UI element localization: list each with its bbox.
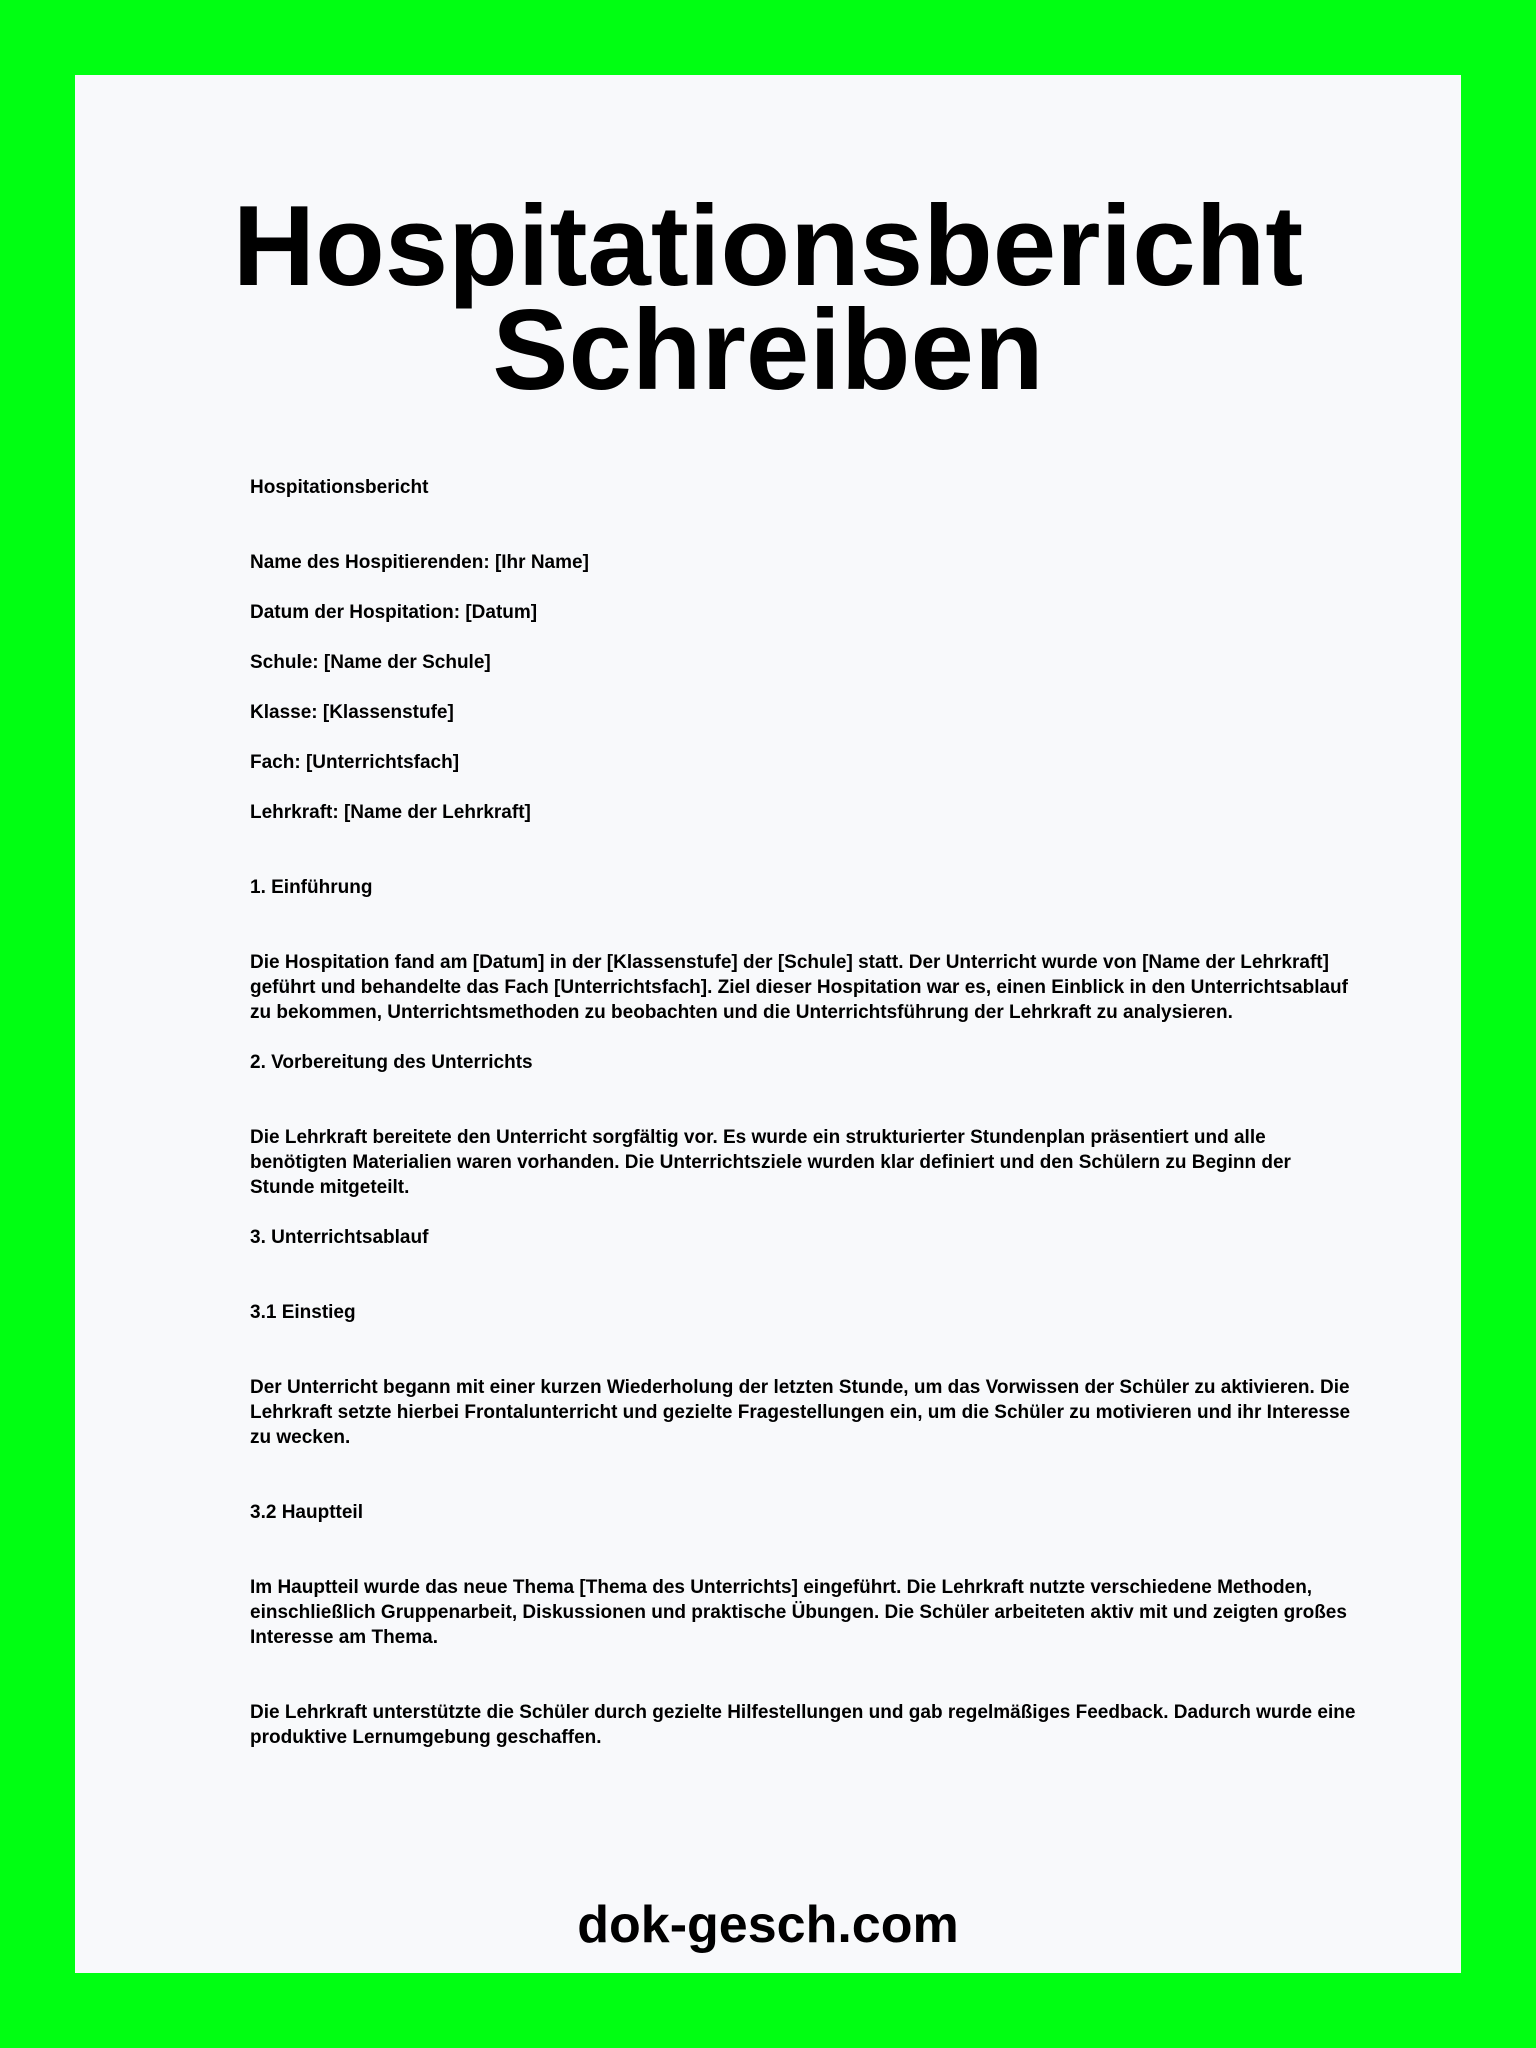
document-page (75, 75, 1461, 1973)
section-3-2-text-1: Im Hauptteil wurde das neue Thema [Thema des Unterrichts] eingeführt. Die Lehrkraft nutzte verschiedene Methoden, einschließlich Gruppenarbeit, Diskussionen und praktische Übungen. Die Schüler arbeiteten aktiv mit und zeigten großes Interesse am Thema. (250, 1577, 1347, 1648)
section-2-heading: 2. Vorbereitung des Unterrichts (250, 1052, 533, 1073)
meta-name: Name des Hospitierenden: [Ihr Name] (250, 552, 589, 573)
title-line-2: Schreiben (492, 287, 1044, 414)
section-3-2-heading: 3.2 Hauptteil (250, 1502, 363, 1523)
meta-list (250, 550, 1360, 825)
title-line-1: Hospitationsbericht (232, 183, 1304, 310)
section-1-text: Die Hospitation fand am [Datum] in der [Klassenstufe] der [Schule] statt. Der Unterricht wurde von [Name der Lehrkraft] geführt und behandelte das Fach [Unterrichtsfach]. Ziel dieser Hospitation war es, einen Einblick in den Unterrichtsablauf zu bekommen, Unterrichtsmethoden zu beobachten und die Unterrichtsführung der Lehrkraft zu analysieren. (250, 952, 1348, 1023)
meta-date: Datum der Hospitation: [Datum] (250, 602, 538, 623)
section-3-1-text: Der Unterricht begann mit einer kurzen Wiederholung der letzten Stunde, um das Vorwissen der Schüler zu aktivieren. Die Lehrkraft setzte hierbei Frontalunterricht und gezielte Fragestellungen ein, um die Schüler zu motivieren und ihr Interesse zu wecken. (250, 1377, 1351, 1448)
meta-teacher: Lehrkraft: [Name der Lehrkraft] (250, 802, 531, 823)
meta-subject: Fach: [Unterrichtsfach] (250, 752, 460, 773)
document-heading: Hospitationsbericht (250, 477, 429, 498)
footer-site-name: dok-gesch.com (577, 1896, 959, 1954)
page-title (75, 183, 1461, 414)
document-content (250, 475, 1360, 1775)
section-1-heading: 1. Einführung (250, 877, 373, 898)
meta-class: Klasse: [Klassenstufe] (250, 702, 454, 723)
meta-school: Schule: [Name der Schule] (250, 652, 491, 673)
section-3-1-heading: 3.1 Einstieg (250, 1302, 356, 1323)
section-2-text: Die Lehrkraft bereitete den Unterricht sorgfältig vor. Es wurde ein strukturierter Stundenplan präsentiert und alle benötigten Materialien waren vorhanden. Die Unterrichtsziele wurden klar definiert und den Schülern zu Beginn der Stunde mitgeteilt. (250, 1127, 1291, 1198)
section-3-heading: 3. Unterrichtsablauf (250, 1227, 429, 1248)
section-3-2-text-2: Die Lehrkraft unterstützte die Schüler durch gezielte Hilfestellungen und gab regelmäßiges Feedback. Dadurch wurde eine produktive Lernumgebung geschaffen. (250, 1702, 1356, 1748)
